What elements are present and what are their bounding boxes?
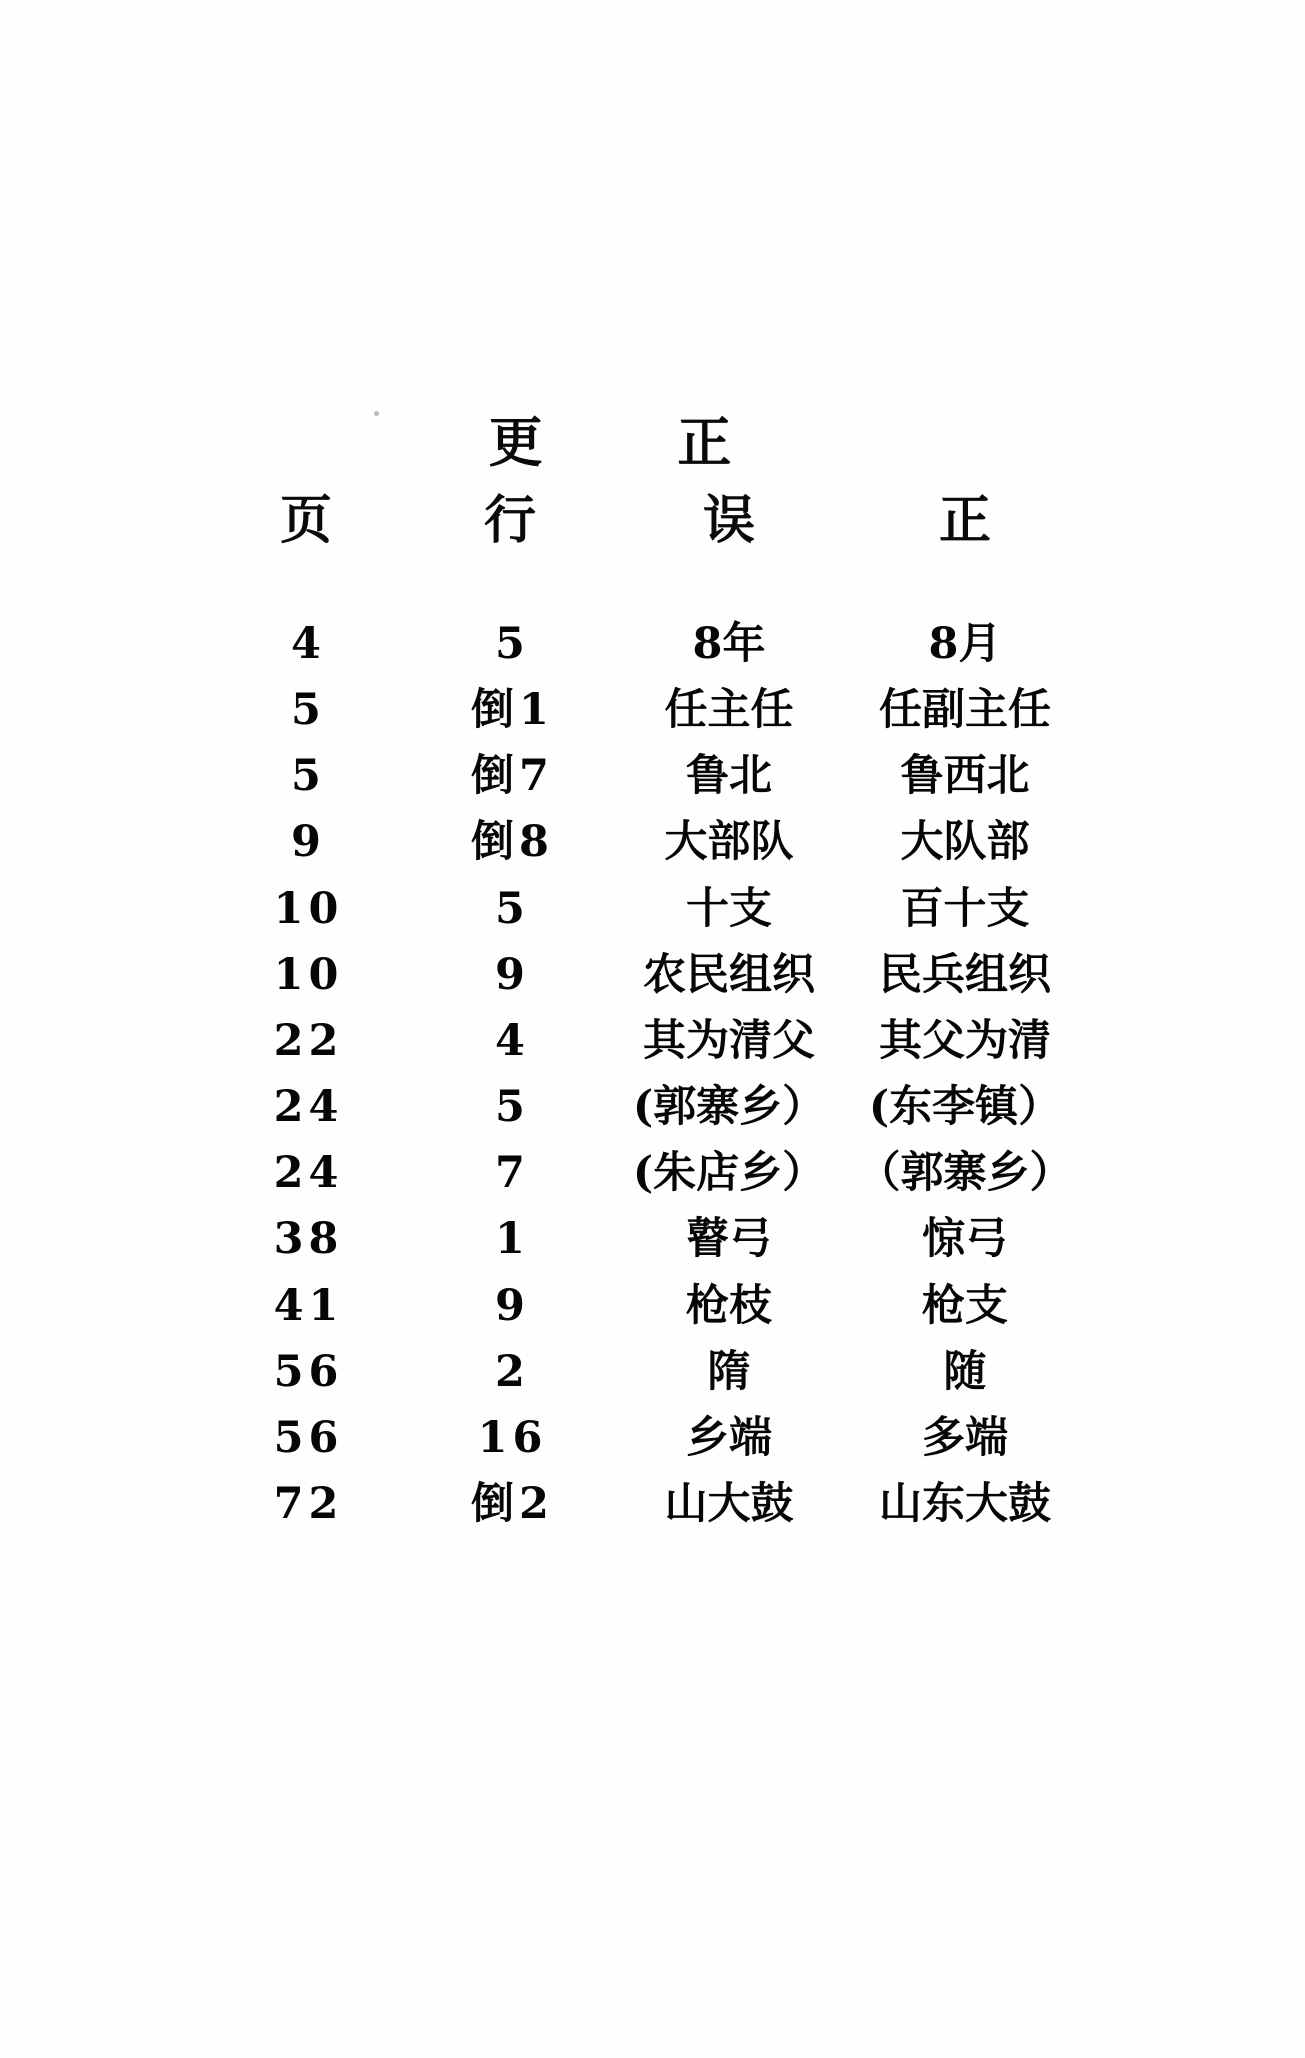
cell-line: 16 (477, 1412, 548, 1463)
cell-line: 5 (495, 619, 530, 669)
column-header-page: 页 (279, 490, 332, 551)
cell-page: 9 (291, 817, 326, 868)
column-header-wrong: 误 (702, 490, 755, 551)
cell-wrong: 鲁北 (686, 751, 772, 802)
cell-wrong: 十支 (686, 883, 772, 934)
cell-line: 9 (495, 949, 530, 1000)
cell-page: 56 (273, 1346, 344, 1397)
table-row (208, 1471, 1088, 1537)
table-row (208, 1339, 1088, 1405)
cell-right: 百十支 (900, 883, 1030, 934)
cell-page: 5 (291, 751, 326, 802)
column-header-line: 行 (483, 490, 536, 551)
cell-wrong: 乡端 (686, 1412, 772, 1463)
cell-line: 2 (495, 1346, 530, 1397)
cell-right: 鲁西北 (900, 751, 1030, 802)
errata-table (208, 478, 1088, 1537)
cell-right: 枪支 (922, 1280, 1008, 1331)
cell-wrong: 8年 (692, 619, 766, 669)
cell-right: 民兵组织 (879, 949, 1051, 1000)
cell-right: 山东大鼓 (879, 1479, 1051, 1530)
cell-wrong: (朱店乡） (632, 1148, 826, 1199)
table-header-row (208, 478, 1088, 611)
cell-line: 倒1 (471, 685, 554, 736)
cell-line: 倒7 (471, 751, 554, 802)
cell-wrong: 大部队 (664, 817, 794, 868)
cell-line: 4 (495, 1015, 530, 1066)
table-row (208, 677, 1088, 743)
table-row (208, 743, 1088, 809)
cell-wrong: 瞽弓 (686, 1214, 772, 1265)
cell-line: 9 (495, 1280, 530, 1331)
cell-wrong: (郭寨乡） (632, 1082, 826, 1133)
table-row (208, 1405, 1088, 1471)
cell-line: 7 (495, 1148, 530, 1199)
cell-page: 56 (273, 1412, 344, 1463)
cell-right: 随 (943, 1346, 987, 1397)
cell-wrong: 枪枝 (686, 1280, 772, 1331)
cell-wrong: 隋 (707, 1346, 751, 1397)
cell-wrong: 农民组织 (643, 949, 815, 1000)
cell-line: 5 (495, 883, 530, 934)
cell-right: （郭寨乡） (857, 1148, 1073, 1199)
table-row (208, 1008, 1088, 1074)
page-title: 更 正 (488, 410, 790, 474)
table-row (208, 1074, 1088, 1140)
cell-page: 10 (273, 883, 344, 934)
cell-line: 倒8 (471, 817, 554, 868)
table-row (208, 876, 1088, 942)
cell-right: 任副主任 (879, 685, 1051, 736)
cell-page: 41 (273, 1280, 344, 1331)
cell-page: 24 (273, 1148, 344, 1199)
cell-wrong: 其为清父 (643, 1015, 815, 1066)
cell-page: 38 (273, 1214, 344, 1265)
table-row (208, 611, 1088, 677)
cell-page: 24 (273, 1082, 344, 1133)
table-row (208, 1140, 1088, 1206)
cell-right: (东李镇） (868, 1082, 1062, 1133)
table-row (208, 1206, 1088, 1272)
cell-right: 惊弓 (922, 1214, 1008, 1265)
scan-speck (374, 411, 379, 416)
cell-page: 10 (273, 949, 344, 1000)
cell-right: 8月 (928, 619, 1002, 669)
cell-line: 5 (495, 1082, 530, 1133)
cell-wrong: 山大鼓 (664, 1479, 794, 1530)
cell-right: 其父为清 (879, 1015, 1051, 1066)
cell-page: 5 (291, 685, 326, 736)
cell-page: 4 (291, 619, 326, 669)
table-row (208, 942, 1088, 1008)
cell-page: 22 (273, 1015, 344, 1066)
cell-right: 大队部 (900, 817, 1030, 868)
cell-right: 多端 (922, 1412, 1008, 1463)
cell-page: 72 (273, 1479, 344, 1530)
column-header-right: 正 (938, 490, 991, 551)
table-row (208, 1273, 1088, 1339)
cell-line: 1 (495, 1214, 530, 1265)
cell-wrong: 任主任 (664, 685, 794, 736)
cell-line: 倒2 (471, 1479, 554, 1530)
table-row (208, 809, 1088, 875)
